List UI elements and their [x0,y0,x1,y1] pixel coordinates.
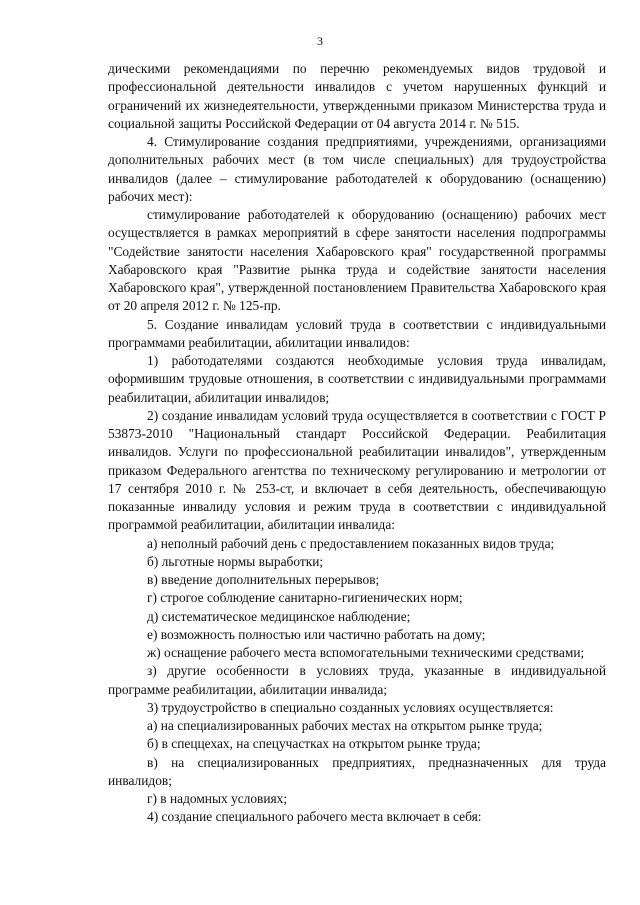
list-item: г) в надомных условиях; [147,791,288,806]
list-item: е) возможность полностью или частично работать на дому; [147,626,486,642]
list-item: а) неполный рабочий день с предоставлением показанных видов труда; [147,535,555,551]
list-item: 4) создание специального рабочего места включает в себя: [147,809,482,825]
paragraph: дическими рекомендациями по перечню рекомендуемых видов трудовой и профессиональной деятельности инвалидов с учетом нарушенных функций и ограничений их жизнедеятельности, утвержденными приказом Министерства труда и социальной защиты Российской Федерации от 04 августа 2014 г. № 515. [108,61,606,131]
paragraph: стимулирование работодателей к оборудованию (оснащению) рабочих мест осуществляется в рамках мероприятий в сфере занятости населения подпрограммы "Содействие занятости населения Хабаровского края" государственной программы Хабаровского края "Развитие рынка труда и содействие занятости населения Хабаровского края", утвержденной постановлением Правительства Хабаровского края от 20 апреля 2012 г. № 125-пр. [108,207,606,314]
list-item: 1) работодателями создаются необходимые условия труда инвалидам, оформившим трудовые отношения, в соответствии с индивидуальными программами реабилитации, абилитации инвалидов; [108,353,606,405]
list-item: б) в спеццехах, на спецучастках на открытом рынке труда; [147,736,481,752]
page-number: 3 [317,34,323,48]
list-item: з) другие особенности в условиях труда, указанные в индивидуальной программе реабилитации, абилитации инвалида; [108,663,606,697]
list-item: б) льготные нормы выработки; [147,553,324,569]
paragraph: 5. Создание инвалидам условий труда в соответствии с индивидуальными программами реабилитации, абилитации инвалидов: [108,316,606,350]
list-item: в) на специализированных предприятиях, предназначенных для труда инвалидов; [108,754,606,788]
list-item: 2) создание инвалидам условий труда осуществляется в соответствии с ГОСТ Р 53873-2010 "Национальный стандарт Российской Федерации. Реабилитация инвалидов. Услуги по профессиональной реабилитации инвалидов", утвержденным приказом Федерального агентства по техническому регулированию и метрологии от 17 сентября 2010 г. № 253-ст, и включает в себя деятельность, обеспечивающую показанные инвалиду условия и режим труда в соответствии с индивидуальной программой реабилитации, абилитации инвалида: [108,407,606,533]
list-item: д) систематическое медицинское наблюдение; [147,608,411,624]
document-body [108,60,606,827]
list-item: а) на специализированных рабочих местах на открытом рынке труда; [147,718,543,733]
list-item: ж) оснащение рабочего места вспомогательными техническими средствами; [147,645,585,660]
list-item: в) введение дополнительных перерывов; [147,572,380,587]
list-item: 3) трудоустройство в специально созданных условиях осуществляется: [147,699,554,715]
list-item: г) строгое соблюдение санитарно-гигиенических норм; [147,590,463,606]
paragraph: 4. Стимулирование создания предприятиями, учреждениями, организациями дополнительных рабочих мест (в том числе специальных) для трудоустройства инвалидов (далее – стимулирование работодателей к оборудованию (оснащению) рабочих мест): [108,134,606,204]
